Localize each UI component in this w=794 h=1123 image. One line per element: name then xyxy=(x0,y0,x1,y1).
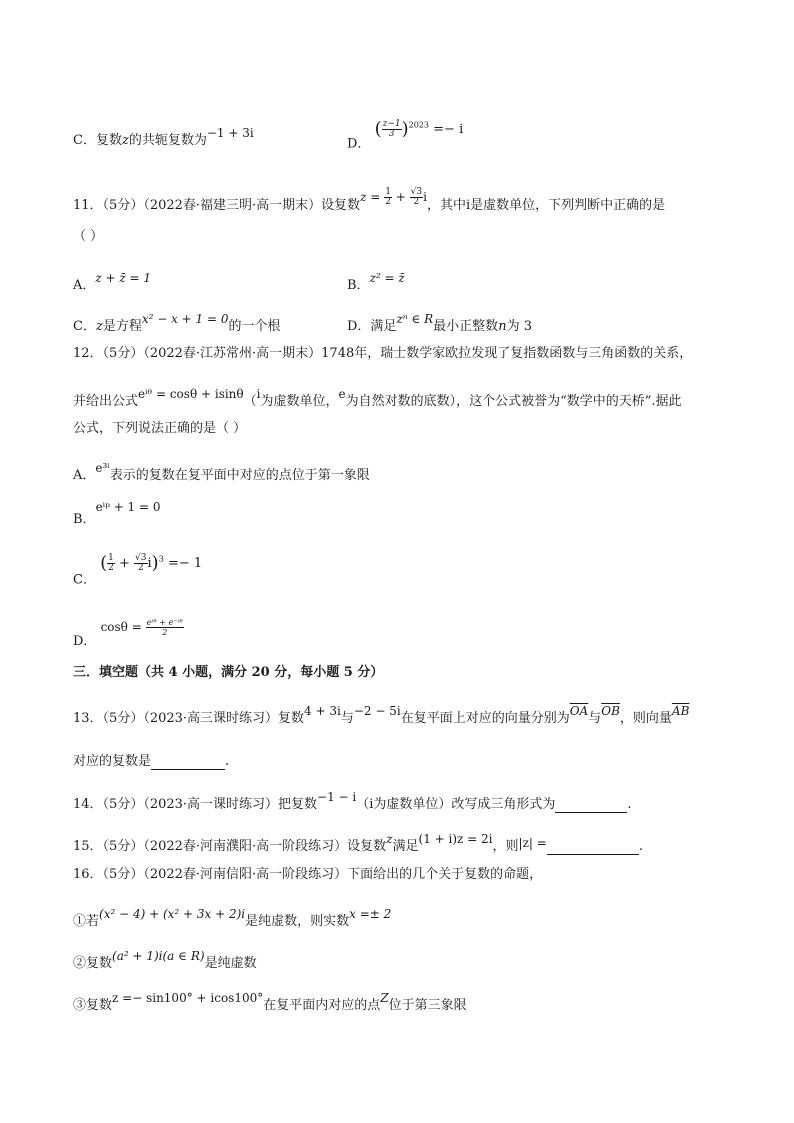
q12-option-a: A．e³ⁱ表示的复数在复平面中对应的点位于第一象限 xyxy=(73,461,370,483)
q11-option-d: D．满足zⁿ ∈ R最小正整数n为 3 xyxy=(347,312,532,334)
q10-option-d-math: ( $\frac{z-1}{3}$ )$^{2023}$ =− i xyxy=(374,118,464,140)
q11-option-a: A．z + z̄ = 1 xyxy=(73,271,152,293)
q12-stem-line1: 12．（5分）（2022春·江苏常州·高一期末）1748年，瑞士数学家欧拉发现了复指数函数与三角函数的关系， xyxy=(73,346,693,361)
q13-stem: 13．（5分）（2023·高三课时练习）复数4 + 3i与−2 − 5i在复平面上对应的向量分别为$\overline{OA}$与$\overline{OB}$，则向量$\overline{AB}$ xyxy=(73,704,690,726)
q13-answer-line: 对应的复数是 . xyxy=(73,754,230,769)
q12-option-c-math: ( $\frac{1}{2}$ + $\frac{√3}{2}$ i)$^3$ =− 1 xyxy=(100,552,203,574)
q10-option-c: C．复数z的共轭复数为−1 + 3i xyxy=(73,126,254,148)
q16-proposition-2: ②复数(a² + 1)i(a ∈ R)是纯虚数 xyxy=(73,949,257,971)
q12-euler-formula: eⁱᶿ = cosθ + isinθ xyxy=(138,387,244,401)
q12-stem-line3: 公式，下列说法正确的是（ ） xyxy=(73,421,247,436)
q13-answer-blank[interactable] xyxy=(151,757,225,770)
q11-paren: （ ） xyxy=(73,229,104,244)
q15-stem: 15．（5分）（2022春·河南濮阳·高一阶段练习）设复数z满足(1 + i)z = 2i，则|z| = . xyxy=(73,832,643,854)
q12-stem-line2: 并给出公式eⁱᶿ = cosθ + isinθ（i为虚数单位，e为自然对数的底数），这个公式被誉为“数学中的天桥”.据此 xyxy=(73,387,682,409)
q10-option-c-math: −1 + 3i xyxy=(206,126,254,140)
q11-option-c: C．z是方程x² − x + 1 = 0的一个根 xyxy=(73,312,281,334)
q12-option-d-math: cosθ = $\frac{\text{eⁱᶿ + e⁻ⁱᶿ}}{2}$ xyxy=(100,618,183,637)
q16-stem: 16．（5分）（2022春·河南信阳·高一阶段练习）下面给出的几个关于复数的命题， xyxy=(73,867,543,882)
q14-answer-blank[interactable] xyxy=(555,800,627,813)
q11-stem: 11．（5分）（2022春·福建三明·高一期末）设复数z = $\frac{1}{2}$ + $\frac{√3}{2}$ i，其中i是虚数单位，下列判断中正确的是 xyxy=(73,187,666,213)
q14-stem: 14．（5分）（2023·高一课时练习）把复数−1 − i（i为虚数单位）改写成三角形式为 . xyxy=(73,790,632,812)
section-3-heading: 三．填空题（共 4 小题，满分 20 分，每小题 5 分） xyxy=(73,665,384,680)
q16-proposition-3: ③复数z =− sin100° + icos100°在复平面内对应的点Z位于第三象限 xyxy=(73,991,467,1013)
q16-proposition-1: ①若(x² − 4) + (x² + 3x + 2)i是纯虚数，则实数x =± 2 xyxy=(73,907,392,929)
q11-option-b: B．z² = z̄ xyxy=(347,271,405,293)
q15-answer-blank[interactable] xyxy=(547,842,639,855)
q12-option-c: C． ( $\frac{1}{2}$ + $\frac{√3}{2}$ i)$^3$ =− 1 xyxy=(73,552,203,588)
q12-option-b: B．eⁱᵖ + 1 = 0 xyxy=(73,500,161,527)
q10-option-d: D． ( $\frac{z-1}{3}$ )$^{2023}$ =− i xyxy=(347,118,464,152)
q11-stem-math: z = $\frac{1}{2}$ + $\frac{√3}{2}$ i xyxy=(360,187,427,207)
q12-option-d: D． cosθ = $\frac{\text{eⁱᶿ + e⁻ⁱᶿ}}{2}$ xyxy=(73,618,183,649)
